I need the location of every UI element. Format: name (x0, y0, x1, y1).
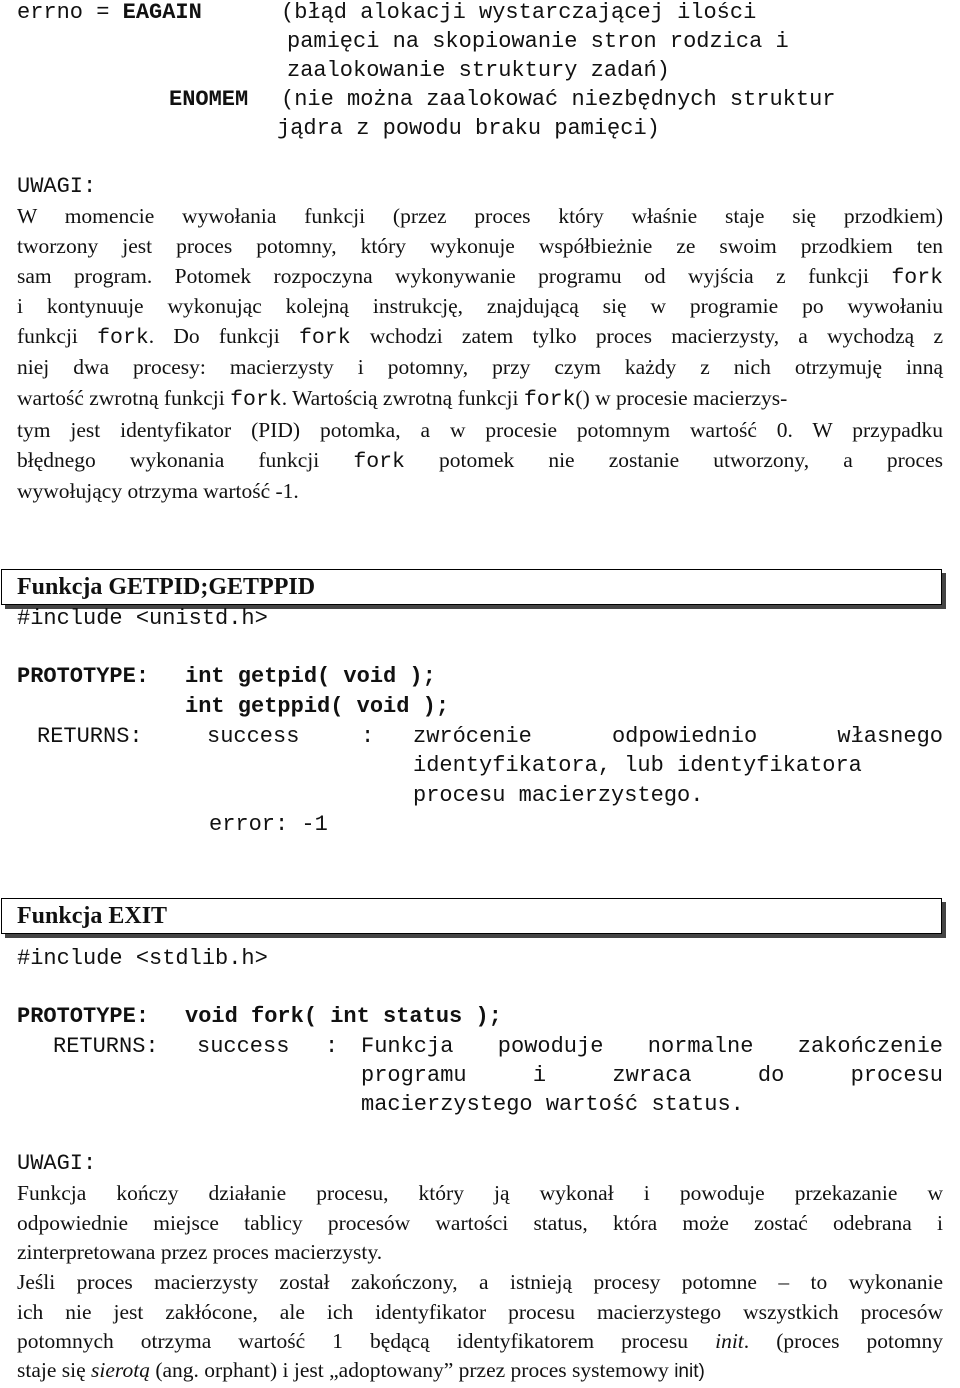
include-unistd: #include <unistd.h> (17, 606, 268, 631)
code-fork: fork (891, 266, 943, 290)
success-label: success (207, 724, 300, 749)
text-run: błędnego wykonania funkcji (17, 448, 354, 472)
prototype-label: PROTOTYPE: (17, 664, 150, 689)
text-run: () w procesie macierzys- (575, 386, 788, 410)
success-desc-1: zwrócenie odpowiednio własnego (413, 724, 943, 749)
text-run: . (proces potomny (743, 1329, 943, 1353)
code-fork: fork (353, 450, 405, 474)
text-run: funkcji (17, 324, 98, 348)
paragraph-line: tworzony jest proces potomny, który wykonuje współbieżnie ze swoim przodkiem ten (17, 234, 943, 258)
paragraph-line: odpowiednie miejsce tablicy procesów wartości status, która może zostać odebrana i (17, 1211, 943, 1235)
eagain-code: EAGAIN (122, 0, 202, 25)
paragraph-line: ich nie jest zakłócone, ale ich identyfikator procesu macierzystego wszystkich procesów (17, 1300, 943, 1324)
paragraph-line: W momencie wywołania funkcji (przez proces który właśnie staje się przodkiem) (17, 204, 943, 228)
code-fork: fork (523, 388, 576, 412)
paragraph-line: i kontynuuje wykonując kolejną instrukcję, znajdującą się w programie po wywołaniu (17, 294, 943, 318)
italic-init: init (715, 1329, 744, 1353)
text-run: . Do funkcji (148, 324, 299, 348)
text-run: . Wartością zwrotną funkcji (281, 386, 524, 410)
prototype-label: PROTOTYPE: (17, 1004, 150, 1029)
enomem-code: ENOMEM (169, 87, 249, 112)
section-title-getpid: Funkcja GETPID;GETPPID (1, 569, 942, 605)
success-colon: : (325, 1034, 339, 1059)
enomem-desc-2: jądra z powodu braku pamięci) (277, 116, 660, 141)
code-fork: fork (299, 326, 351, 350)
paragraph-line (17, 1329, 943, 1354)
returns-label: RETURNS: (37, 724, 143, 749)
code-fork: fork (230, 388, 282, 412)
text-run: init) (674, 1361, 705, 1382)
paragraph-line (17, 386, 943, 412)
paragraph-line: wywołujący otrzyma wartość -1. (17, 479, 299, 503)
eagain-desc-2: pamięci na skopiowanie stron rodzica i (287, 29, 789, 54)
enomem-desc-1: (nie można zaalokować niezbędnych struktur (281, 87, 836, 112)
uwagi-heading-2: UWAGI: (17, 1151, 97, 1176)
text-run: potomek nie zostanie utworzony, a proces (404, 448, 943, 472)
paragraph-line (17, 264, 943, 290)
errno-line (17, 0, 202, 25)
paragraph-line: Funkcja kończy działanie procesu, który ją wykonał i powoduje przekazanie w (17, 1181, 943, 1205)
eagain-desc-1: (błąd alokacji wystarczającej ilości (281, 0, 757, 25)
paragraph-line (17, 324, 943, 350)
prototype-exit: void fork( int status ); (185, 1004, 502, 1029)
returns-label: RETURNS: (53, 1034, 159, 1059)
text-run: sam program. Potomek rozpoczyna wykonywanie programu od wyjścia z funkcji (17, 264, 892, 288)
text-run: wchodzi zatem tylko proces macierzysty, a wychodzą z (350, 324, 943, 348)
include-stdlib: #include <stdlib.h> (17, 946, 268, 971)
prototype-getpid: int getpid( void ); (185, 664, 436, 689)
error-value: error: -1 (209, 812, 328, 837)
paragraph-line: Jeśli proces macierzysty został zakończony, a istnieją procesy potomne – to wykonanie (17, 1270, 943, 1294)
exit-desc-2: programu i zwraca do procesu (361, 1063, 943, 1088)
success-colon: : (361, 724, 375, 749)
exit-desc-1: Funkcja powoduje normalne zakończenie (361, 1034, 943, 1059)
text-run: (ang. orphant) i jest „adoptowany” przez proces systemowy (149, 1358, 675, 1382)
uwagi-heading-1: UWAGI: (17, 174, 97, 199)
eagain-desc-3: zaalokowanie struktury zadań) (287, 58, 670, 83)
text-run: wartość zwrotną funkcji (17, 386, 231, 410)
prototype-getppid: int getppid( void ); (185, 694, 450, 719)
paragraph-line: tym jest identyfikator (PID) potomka, a w procesie potomnym wartość 0. W przypadku (17, 418, 943, 442)
exit-desc-3: macierzystego wartość status. (361, 1092, 744, 1117)
italic-sierota: sierotą (91, 1358, 150, 1382)
paragraph-line: niej dwa procesy: macierzysty i potomny, przy czym każdy z nich otrzymuję inną (17, 355, 943, 379)
success-label: success (197, 1034, 290, 1059)
errno-label: errno = (17, 0, 123, 25)
paragraph-line (17, 1358, 943, 1383)
paragraph-line: zinterpretowana przez proces macierzysty. (17, 1240, 383, 1264)
code-fork: fork (97, 326, 149, 350)
text-run: potomnych otrzyma wartość 1 będącą identyfikatorem procesu (17, 1329, 716, 1353)
success-desc-3: procesu macierzystego. (413, 783, 704, 808)
paragraph-line (17, 448, 943, 474)
success-desc-2: identyfikatora, lub identyfikatora (413, 753, 862, 778)
section-title-exit: Funkcja EXIT (1, 898, 942, 934)
text-run: staje się (17, 1358, 92, 1382)
